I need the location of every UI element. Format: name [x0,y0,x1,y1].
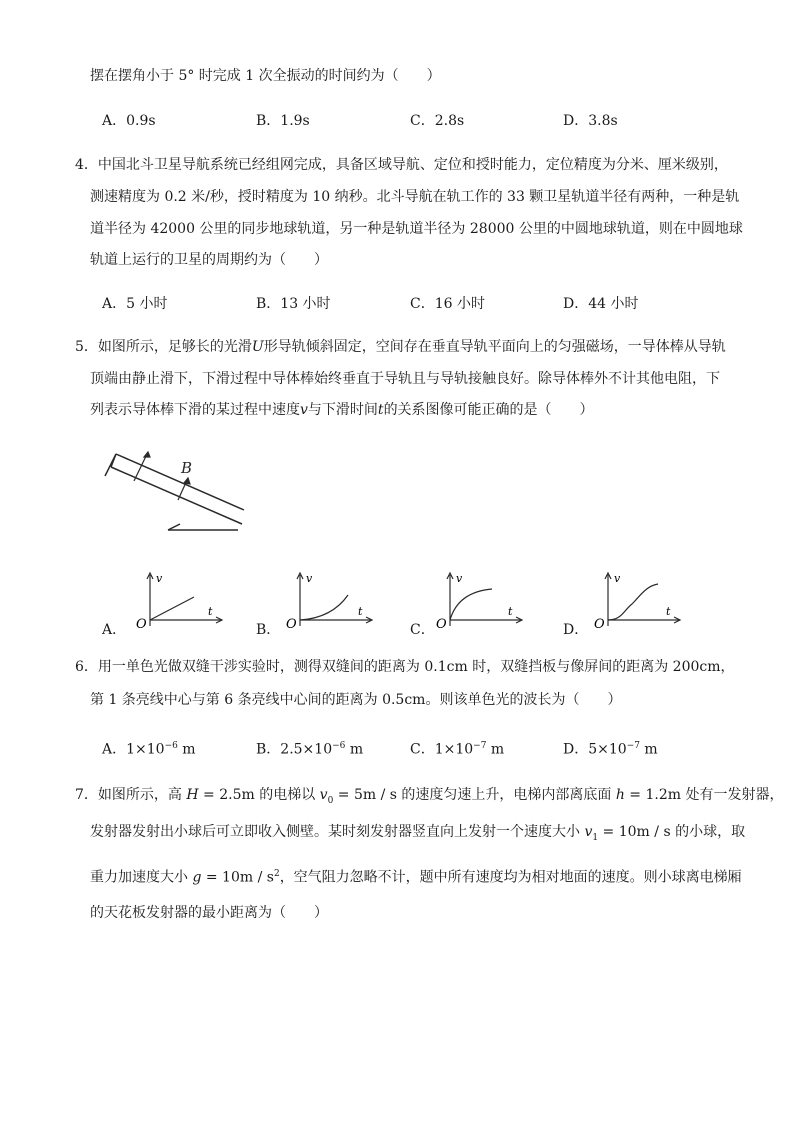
q4-option-a[interactable]: A．5 小时 [102,296,168,312]
q7-v1-symbol: v [584,824,593,840]
q7-text: = 10m / s [201,869,274,886]
q5-text: 与下滑时间 [307,402,378,418]
q5-option-c-label[interactable]: C． [410,622,435,638]
q5-u-symbol: U [251,339,264,355]
q5-text: 5．如图所示，足够长的光滑 [75,339,252,355]
q7-text: 发射器发射出小球后可立即收入侧壁。某时刻发射器竖直向上发射一个速度大小 [90,824,585,840]
v-axis-label: v [456,572,463,585]
q7-stem-line-1 [75,785,783,811]
q7-text: = 10m / s 的小球，取 [598,824,746,840]
conductor-rod [105,454,116,476]
q6-option-b[interactable] [256,736,363,760]
v-axis-label: v [156,572,163,585]
q7-text: ，空气阻力忽略不计，题中所有速度均为相对地面的速度。则小球离电梯厢 [279,869,742,886]
q7-text: = 5m / s 的速度匀速上升，电梯内部离底面 [333,787,616,803]
q5-text: 的关系图像可能正确的是（ ） [383,402,594,418]
q5-text: 形导轨倾斜固定，空间存在垂直导轨平面向上的匀强磁场，一导体棒从导轨 [263,339,726,355]
q5-v-symbol: v [300,402,308,418]
q7-g-symbol: g [192,869,202,886]
q6-option-b-exponent: −6 [332,741,346,751]
q7-text: 7．如图所示，高 [75,787,187,803]
rail-lower [111,467,242,524]
q7-text: = 1.2m 处有一发射器， [624,787,784,803]
q6-text: 时，双缝挡板与像屏间的距离为 [467,659,673,675]
t-axis-label: t [208,605,213,618]
q7-stem-line-2 [90,822,745,848]
field-arrowhead-2 [184,478,190,484]
incline-support [168,524,180,530]
q4-option-d[interactable]: D．44 小时 [563,296,639,312]
t-axis-label: t [666,605,671,618]
q5-stem-line-2: 顶端由静止滑下，下滑过程中导体棒始终垂直于导轨且与导轨接触良好。除导体棒外不计其他电阻，下 [90,371,720,387]
q5-t-symbol: t [377,402,384,418]
vt-curve-decelerating [450,589,492,620]
q6-text: 。则该单色光的波长为（ ） [425,692,622,708]
q6-stem-line-2 [90,690,621,710]
q7-h-symbol: h [615,787,625,803]
vt-curve-s-shaped [608,584,658,620]
q6-option-c-text: C．1×10 [410,741,474,758]
q3-option-b[interactable]: B．1.9s [256,113,310,129]
vt-curve-accelerating [300,595,348,620]
q7-velocity-subscript: 0 [327,795,334,806]
v-axis-label: v [614,572,621,585]
q6-screen-distance: 200cm [672,659,721,675]
q3-option-a[interactable]: A．0.9s [102,113,156,129]
q6-option-b-unit: m [345,741,364,758]
q3-stem-line: 摆在摆角小于 5° 时完成 1 次全振动的时间约为（ ） [90,68,441,84]
q7-exponent: 2 [273,869,280,879]
q6-option-d-exponent: −7 [626,741,640,751]
q7-text: 重力加速度大小 [90,869,193,886]
vt-curve-linear [150,597,194,620]
q4-option-c[interactable]: C．16 小时 [410,296,485,312]
q6-option-a-unit: m [177,741,196,758]
rail-upper [116,454,244,510]
origin-label: O [136,617,147,630]
origin-label: O [436,617,447,630]
q6-option-d-text: D．5×10 [563,741,627,758]
q3-option-d[interactable]: D．3.8s [563,113,618,129]
incline-rail-figure [92,446,252,538]
q6-text: ， [720,659,735,675]
q4-stem-line-4: 轨道上运行的卫星的周期约为（ ） [90,252,328,268]
q6-option-c-exponent: −7 [473,741,487,751]
q6-text: 6．用一单色光做双缝干涉实验时，测得双缝间的距离为 [75,659,425,675]
v-axis-label: v [306,572,313,585]
origin-label: O [286,617,297,630]
q6-option-c[interactable] [410,736,504,760]
q6-option-a-exponent: −6 [164,741,178,751]
q5-stem-line-1 [75,337,726,357]
field-arrowhead-1 [144,452,150,457]
q6-option-a[interactable] [102,736,196,760]
q6-fringe-distance: 0.5cm [382,692,426,708]
q5-graph-a[interactable] [136,570,226,630]
q7-height-symbol: H [186,787,199,803]
q5-option-b-label[interactable]: B． [256,622,281,638]
q6-option-d-unit: m [639,741,658,758]
q7-v1-subscript: 1 [592,832,599,843]
q7-stem-line-4: 的天花板发射器的最小距离为（ ） [90,905,328,921]
q3-option-c[interactable]: C．2.8s [410,113,465,129]
origin-label: O [594,617,605,630]
q4-stem-line-3: 道半径为 42000 公里的同步地球轨道，另一种是轨道半径为 28000 公里的中圆地球轨道，则在中圆地球 [90,221,743,237]
q7-text: = 2.5m 的电梯以 [198,787,320,803]
q4-option-b[interactable]: B．13 小时 [256,296,331,312]
q4-stem-line-2: 测速精度为 0.2 米/秒，授时精度为 10 纳秒。北斗导航在轨工作的 33 颗卫星轨道半径有两种，一种是轨 [90,189,740,205]
q5-option-a-label[interactable]: A． [102,622,127,638]
field-label-b: B [181,459,193,477]
q6-slit-distance: 0.1cm [424,659,468,675]
q5-graph-c[interactable] [436,570,526,630]
q5-option-d-label[interactable]: D． [563,622,589,638]
q4-stem-line-1: 4．中国北斗卫星导航系统已经组网完成，具备区域导航、定位和授时能力，定位精度为分米、厘米级别， [75,157,728,173]
q7-velocity-symbol: v [319,787,328,803]
t-axis-label: t [508,605,513,618]
q5-graph-d[interactable] [594,570,684,630]
q5-text: 列表示导体棒下滑的某过程中速度 [90,402,300,418]
q6-text: 第 1 条亮线中心与第 6 条亮线中心间的距离为 [90,692,383,708]
q6-option-c-unit: m [486,741,505,758]
t-axis-label: t [358,605,363,618]
q5-graph-b[interactable] [286,570,376,630]
q6-option-a-text: A．1×10 [102,741,165,758]
q7-stem-line-3 [90,864,742,888]
q6-option-b-text: B．2.5×10 [256,741,333,758]
q6-stem-line-1 [75,657,735,677]
q5-stem-line-3 [90,400,594,420]
q6-option-d[interactable] [563,736,658,760]
